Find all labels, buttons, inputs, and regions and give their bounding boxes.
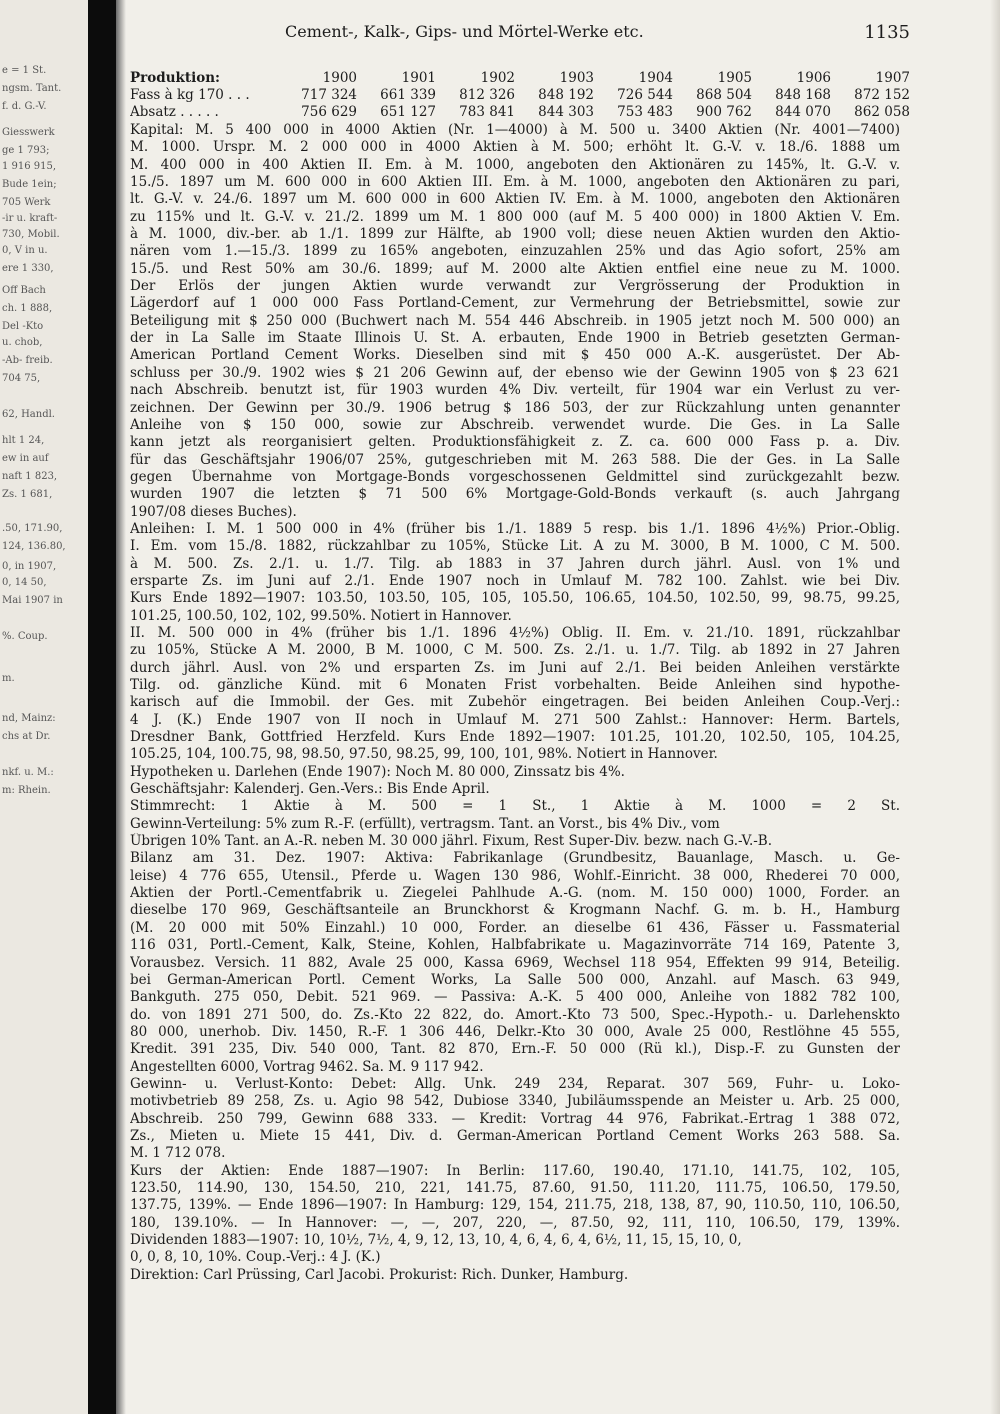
- text-line: Tilg. od. gänzliche Künd. mit 6 Monaten Frist vorbehalten. Beide Anleihen sind hypothe-: [130, 677, 900, 693]
- text-line: ersparte Zs. im Juni auf 2./1. Ende 1907 noch in Umlauf M. 782 100. Zahlst. wie bei Div.: [130, 572, 900, 589]
- left-margin-bleed: [0, 0, 88, 1414]
- text-line: à M. 500. Zs. 2./1. u. 1./7. Tilg. ab 1883 in 37 Jahren durch jährl. Ausl. von 1% und: [130, 555, 900, 572]
- text-line: Kapital: M. 5 400 000 in 4000 Aktien (Nr. 1—4000) à M. 500 u. 3400 Aktien (Nr. 4001—7400): [130, 122, 900, 138]
- text-line: Lägerdorf auf 1 000 000 Fass Portland-Cement, zur Vermehrung der Betriebsmittel, sowie zur: [130, 295, 900, 312]
- text-line: nach Abschreib. benutzt ist, für 1903 wurden 4% Div. verteilt, für 1904 war ein Verlust zu ver-: [130, 382, 900, 399]
- bleed-line: Del -Kto: [2, 321, 44, 332]
- value-cell: 756 629: [301, 104, 357, 120]
- text-line: Angestellten 6000, Vortrag 9462. Sa. M. 9 117 942.: [130, 1058, 484, 1075]
- bleed-line: 704 75,: [2, 373, 41, 384]
- binding-gutter: [88, 0, 116, 1414]
- bleed-line: 62, Handl.: [2, 409, 55, 420]
- value-cell: 862 058: [854, 104, 910, 120]
- bleed-line: 705 Werk: [2, 197, 51, 208]
- text-line: 105.25, 104, 100.75, 98, 98.50, 97.50, 98.25, 99, 100, 101, 98%. Notiert in Hannover.: [130, 746, 718, 763]
- text-line: Kredit. 391 235, Div. 540 000, Tant. 82 870, Ern.-F. 50 000 (Rü kl.), Disp.-F. zu Gunsten der: [130, 1041, 900, 1058]
- text-line: durch jährl. Ausl. von 2% und ersparten Zs. im Juni auf 2./1. Bei beiden Anleihen verstärkte: [130, 659, 900, 676]
- value-cell: 726 544: [617, 87, 673, 103]
- row-label: Absatz . . . . .: [130, 104, 219, 120]
- text-line: Dividenden 1883—1907: 10, 10½, 7½, 4, 9, 12, 13, 10, 4, 6, 4, 6, 4, 6½, 11, 15, 15, 10, 0,: [130, 1232, 742, 1248]
- bleed-line: ge 1 793;: [2, 145, 50, 156]
- value-cell: 651 127: [380, 104, 436, 120]
- year-cell: 1902: [480, 70, 515, 86]
- bleed-line: Mai 1907 in: [2, 595, 63, 606]
- text-line: Anleihen: I. M. 1 500 000 in 4% (früher bis 1./1. 1889 5 resp. bis 1./1. 1896 4½%) Prior.-Oblig.: [130, 520, 900, 537]
- text-line: motivbetrieb 89 258, Zs. u. Agio 98 542, Dubiose 3340, Jubiläumsspende an Meister u. Arb. 25 000,: [130, 1093, 900, 1110]
- text-line: leise) 4 776 655, Utensil., Pferde u. Wagen 130 986, Wohlf.-Einricht. 38 000, Rhederei 70 000,: [130, 867, 900, 884]
- text-line: 137.75, 139%. — Ende 1896—1907: In Hamburg: 129, 154, 211.75, 218, 138, 87, 90, 110.50, 110, 106.50,: [130, 1197, 900, 1214]
- page-header: [130, 22, 910, 46]
- text-line: Stimmrecht: 1 Aktie à M. 500 = 1 St., 1 Aktie à M. 1000 = 2 St.: [130, 798, 900, 815]
- bleed-line: Giesswerk: [2, 127, 55, 138]
- text-line: Geschäftsjahr: Kalenderj. Gen.-Vers.: Bis Ende April.: [130, 781, 490, 798]
- text-line: bei German-American Portl. Cement Works, La Salle 500 000, Anzahl. auf Masch. 63 949,: [130, 971, 900, 988]
- text-line: 101.25, 100.50, 102, 102, 99.50%. Notiert in Hannover.: [130, 607, 512, 624]
- text-line: do. von 1891 271 500, do. Zs.-Kto 22 822, do. Amort.-Kto 73 500, Spec.-Hypoth.- u. Darlehenskto: [130, 1006, 900, 1023]
- year-cell: 1900: [322, 70, 357, 86]
- text-line: à M. 1000, div.-ber. ab 1./1. 1899 zur Hälfte, ab 1900 voll; diese neuen Aktien wurden den Aktio-: [130, 226, 900, 243]
- text-line: 15./5. und Rest 50% am 30./6. 1899; auf M. 2000 alte Aktien entfiel eine neue zu M. 1000.: [130, 260, 900, 277]
- value-cell: 844 070: [775, 104, 831, 120]
- bleed-line: hlt 1 24,: [2, 435, 45, 446]
- value-cell: 844 303: [538, 104, 594, 120]
- year-cell: 1905: [717, 70, 752, 86]
- text-line: Gewinn- u. Verlust-Konto: Debet: Allg. Unk. 249 234, Reparat. 307 569, Fuhr- u. Loko-: [130, 1075, 900, 1092]
- text-line: 15./5. 1897 um M. 600 000 in 600 Aktien III. Em. à M. 1000, angeboten den Aktionären zu pari,: [130, 174, 900, 191]
- text-line: Kurs Ende 1892—1907: 103.50, 103.50, 105, 105, 105.50, 106.65, 104.50, 102.50, 99, 98.75, 99.25,: [130, 590, 900, 607]
- text-line: II. M. 500 000 in 4% (früher bis 1./1. 1896 4½%) Oblig. II. Em. v. 21./10. 1891, rückzahlbar: [130, 624, 900, 641]
- text-line: Übrigen 10% Tant. an A.-R. neben M. 30 000 jährl. Fixum, Rest Super-Div. bezw. nach G.-V.-B.: [130, 833, 773, 850]
- bleed-line: ngsm. Tant.: [2, 83, 62, 94]
- text-line: Hypotheken u. Darlehen (Ende 1907): Noch M. 80 000, Zinssatz bis 4%.: [130, 763, 625, 780]
- year-cell: 1906: [796, 70, 831, 86]
- bleed-line: ew in auf: [2, 453, 49, 464]
- bleed-line: u. chob,: [2, 337, 43, 348]
- value-cell: 848 168: [775, 87, 831, 103]
- text-line: 123.50, 114.90, 130, 154.50, 210, 221, 141.75, 87.60, 91.50, 111.20, 111.75, 106.50, 179.50,: [130, 1179, 900, 1196]
- year-cell: 1901: [401, 70, 436, 86]
- text-line: 116 031, Portl.-Cement, Kalk, Steine, Kohlen, Halbfabrikate u. Magazinvorräte 714 169, Patente 3,: [130, 937, 900, 954]
- text-line: M. 1000. Urspr. M. 2 000 000 in 4000 Aktien à M. 500; erhöht lt. G.-V. v. 18./6. 1888 um: [130, 139, 900, 156]
- bleed-line: nkf. u. M.:: [2, 767, 54, 778]
- text-line: I. Em. vom 15./8. 1882, rückzahlbar zu 105%, Stücke Lit. A zu M. 3000, B M. 1000, C M. 500.: [130, 538, 900, 555]
- bleed-line: ch. 1 888,: [2, 303, 53, 314]
- text-line: der in La Salle im Staate Illinois U. St. A. erbauten, Ende 1900 in Betrieb gesetzten German-: [130, 330, 900, 347]
- bleed-line: -Ab- freib.: [2, 355, 53, 366]
- text-line: Kurs der Aktien: Ende 1887—1907: In Berlin: 117.60, 190.40, 171.10, 141.75, 102, 105,: [130, 1162, 900, 1179]
- text-line: Abschreib. 250 799, Gewinn 688 333. — Kredit: Vortrag 44 976, Fabrikat.-Ertrag 1 388 072,: [130, 1110, 900, 1127]
- value-cell: 848 192: [538, 87, 594, 103]
- bleed-line: nd, Mainz:: [2, 713, 56, 724]
- bleed-line: m: Rhein.: [2, 785, 51, 796]
- text-line: Bilanz am 31. Dez. 1907: Aktiva: Fabrikanlage (Grundbesitz, Bauanlage, Masch. u. Ge-: [130, 850, 900, 867]
- text-line: Beteiligung mit $ 250 000 (Buchwert nach M. 554 446 Abschreib. in 1905 jetzt noch M. 500 000) an: [130, 312, 900, 329]
- page-body: [130, 122, 900, 1284]
- text-line: Direktion: Carl Prüssing, Carl Jacobi. Prokurist: Rich. Dunker, Hamburg.: [130, 1266, 629, 1283]
- bleed-line: f. d. G.-V.: [2, 101, 47, 112]
- value-cell: 900 762: [696, 104, 752, 120]
- gutter-shadow: [116, 0, 126, 1414]
- bleed-line: m.: [2, 673, 15, 684]
- text-line: Bankguth. 275 050, Debit. 521 969. — Passiva: A.-K. 5 400 000, Anleihe von 1882 782 100,: [130, 989, 900, 1006]
- bleed-line: %. Coup.: [2, 631, 48, 642]
- bleed-line: chs at Dr.: [2, 731, 51, 742]
- year-cell: 1907: [875, 70, 910, 86]
- value-cell: 868 504: [696, 87, 752, 103]
- text-line: American Portland Cement Works. Dieselben sind mit $ 450 000 A.-K. ausgerüstet. Der Ab-: [130, 347, 900, 364]
- value-cell: 783 841: [459, 104, 515, 120]
- text-line: gegen Übernahme von Mortgage-Bonds vorgeschossenen Geldmittel sind zurückgezahlt bezw.: [130, 468, 900, 485]
- text-line: Gewinn-Verteilung: 5% zum R.-F. (erfüllt), vertragsm. Tant. an Vorst., bis 4% Div., vom: [130, 815, 720, 832]
- year-cell: 1904: [638, 70, 673, 86]
- text-line: karisch auf die Immobil. der Ges. mit Zubehör eingetragen. Bei beiden Anleihen Coup.-Verj.:: [130, 694, 900, 711]
- bleed-line: Zs. 1 681,: [2, 489, 53, 500]
- bleed-line: 0, V in u.: [2, 245, 48, 256]
- text-line: 80 000, unerhob. Div. 1450, R.-F. 1 306 446, Delkr.-Kto 30 000, Avale 25 000, Restlöhne 45 555,: [130, 1023, 900, 1040]
- bleed-line: .50, 171.90,: [2, 523, 63, 534]
- page-edge-shadow: [990, 0, 1000, 1414]
- text-line: für das Geschäftsjahr 1906/07 25%, gutgeschrieben mit M. 263 588. Die der Ges. in La Salle: [130, 451, 900, 468]
- bleed-line: naft 1 823,: [2, 471, 58, 482]
- bleed-line: 0, 14 50,: [2, 577, 47, 588]
- bleed-line: Off Bach: [2, 285, 46, 296]
- value-cell: 872 152: [854, 87, 910, 103]
- text-line: Aktien der Portl.-Cementfabrik u. Ziegelei Pahlhude A.-G. (nom. M. 150 000) 1000, Forder. an: [130, 885, 900, 902]
- text-line: zu 105%, Stücke A M. 2000, B M. 1000, C M. 500. Zs. 2./1. u. 1./7. Tilg. ab 1892 in 27 Jahren: [130, 642, 900, 659]
- value-cell: 661 339: [380, 87, 436, 103]
- text-line: lt. G.-V. v. 24./6. 1897 um M. 600 000 in 600 Aktien IV. Em. à M. 1000, angeboten den Aktionären: [130, 191, 900, 208]
- running-title: Cement-, Kalk-, Gips- und Mörtel-Werke etc.: [285, 22, 644, 41]
- bleed-line: -ir u. kraft-: [2, 213, 58, 224]
- text-line: Anleihe von $ 150 000, sowie zur Abschreib. verwendet wurde. Die Ges. in La Salle: [130, 416, 900, 433]
- value-cell: 717 324: [301, 87, 357, 103]
- text-line: Zs., Mieten u. Miete 15 441, Div. d. German-American Portland Cement Works 263 588. Sa.: [130, 1127, 900, 1144]
- text-line: Dresdner Bank, Gottfried Herzfeld. Kurs Ende 1892—1907: 101.25, 101.20, 102.50, 105, 104.25,: [130, 729, 900, 746]
- text-line: 1907/08 dieses Buches).: [130, 503, 297, 520]
- bleed-line: e = 1 St.: [2, 65, 47, 76]
- text-line: zeichnen. Der Gewinn per 30./9. 1906 betrug $ 186 503, der zur Rückzahlung unten genannter: [130, 399, 900, 416]
- text-line: wurden 1907 die letzten $ 71 500 6% Mortgage-Gold-Bonds verkauft (s. auch Jahrgang: [130, 486, 900, 503]
- text-line: 0, 0, 8, 10, 10%. Coup.-Verj.: 4 J. (K.): [130, 1249, 381, 1266]
- text-line: Vorausbez. Versich. 11 882, Avale 25 000, Kassa 6969, Wechsel 118 954, Effekten 99 914, Beteilig.: [130, 954, 900, 971]
- value-cell: 812 326: [459, 87, 515, 103]
- text-line: schluss per 30./9. 1902 wies $ 21 206 Gewinn auf, der ebenso wie der Gewinn 1905 von $ 23 621: [130, 364, 900, 381]
- text-line: 4 J. (K.) Ende 1907 von II noch in Umlauf M. 271 500 Zahlst.: Hannover: Herm. Bartels,: [130, 711, 900, 728]
- text-line: Der Erlös der jungen Aktien wurde verwandt zur Vergrösserung der Produktion in: [130, 278, 900, 295]
- value-cell: 753 483: [617, 104, 673, 120]
- production-row-fass: [130, 87, 910, 104]
- production-table: [130, 70, 910, 121]
- page-number: 1135: [864, 22, 910, 43]
- text-line: 180, 139.10%. — In Hannover: —, —, 207, 220, —, 87.50, 92, 111, 110, 106.50, 179, 139%.: [130, 1214, 900, 1231]
- text-line: nären vom 1.—15./3. 1899 zu 165% angeboten, einzuzahlen 25% und das Agio sofort, 25% am: [130, 243, 900, 260]
- bleed-line: 730, Mobil.: [2, 229, 60, 240]
- text-line: kann jetzt als reorganisiert gelten. Produktionsfähigkeit z. Z. ca. 600 000 Fass p. a. Div.: [130, 434, 900, 451]
- bleed-line: ere 1 330,: [2, 263, 54, 274]
- bleed-line: Bude 1ein;: [2, 179, 57, 190]
- production-label: Produktion:: [130, 70, 221, 86]
- production-row-absatz: [130, 104, 910, 121]
- text-line: M. 400 000 in 400 Aktien II. Em. à M. 1000, angeboten den Aktionären zu 145%, lt. G.-V. v.: [130, 156, 900, 173]
- bleed-line: 0, in 1907,: [2, 561, 57, 572]
- text-line: dieselbe 170 969, Geschäftsanteile an Brunckhorst & Krogmann Nachf. G. m. b. H., Hamburg: [130, 902, 900, 919]
- production-header-row: [130, 70, 910, 87]
- bleed-line: 124, 136.80,: [2, 541, 66, 552]
- bleed-line: 1 916 915,: [2, 161, 57, 172]
- text-line: zu 115% und lt. G.-V. v. 21./2. 1899 um M. 1 800 000 (auf M. 5 400 000) in 1800 Aktien V. Em.: [130, 208, 900, 225]
- row-label: Fass à kg 170 . . .: [130, 87, 250, 103]
- text-line: (M. 20 000 mit 50% Einzahl.) 10 000, Forder. an dieselbe 61 436, Fässer u. Fassmaterial: [130, 919, 900, 936]
- year-cell: 1903: [559, 70, 594, 86]
- text-line: M. 1 712 078.: [130, 1145, 226, 1162]
